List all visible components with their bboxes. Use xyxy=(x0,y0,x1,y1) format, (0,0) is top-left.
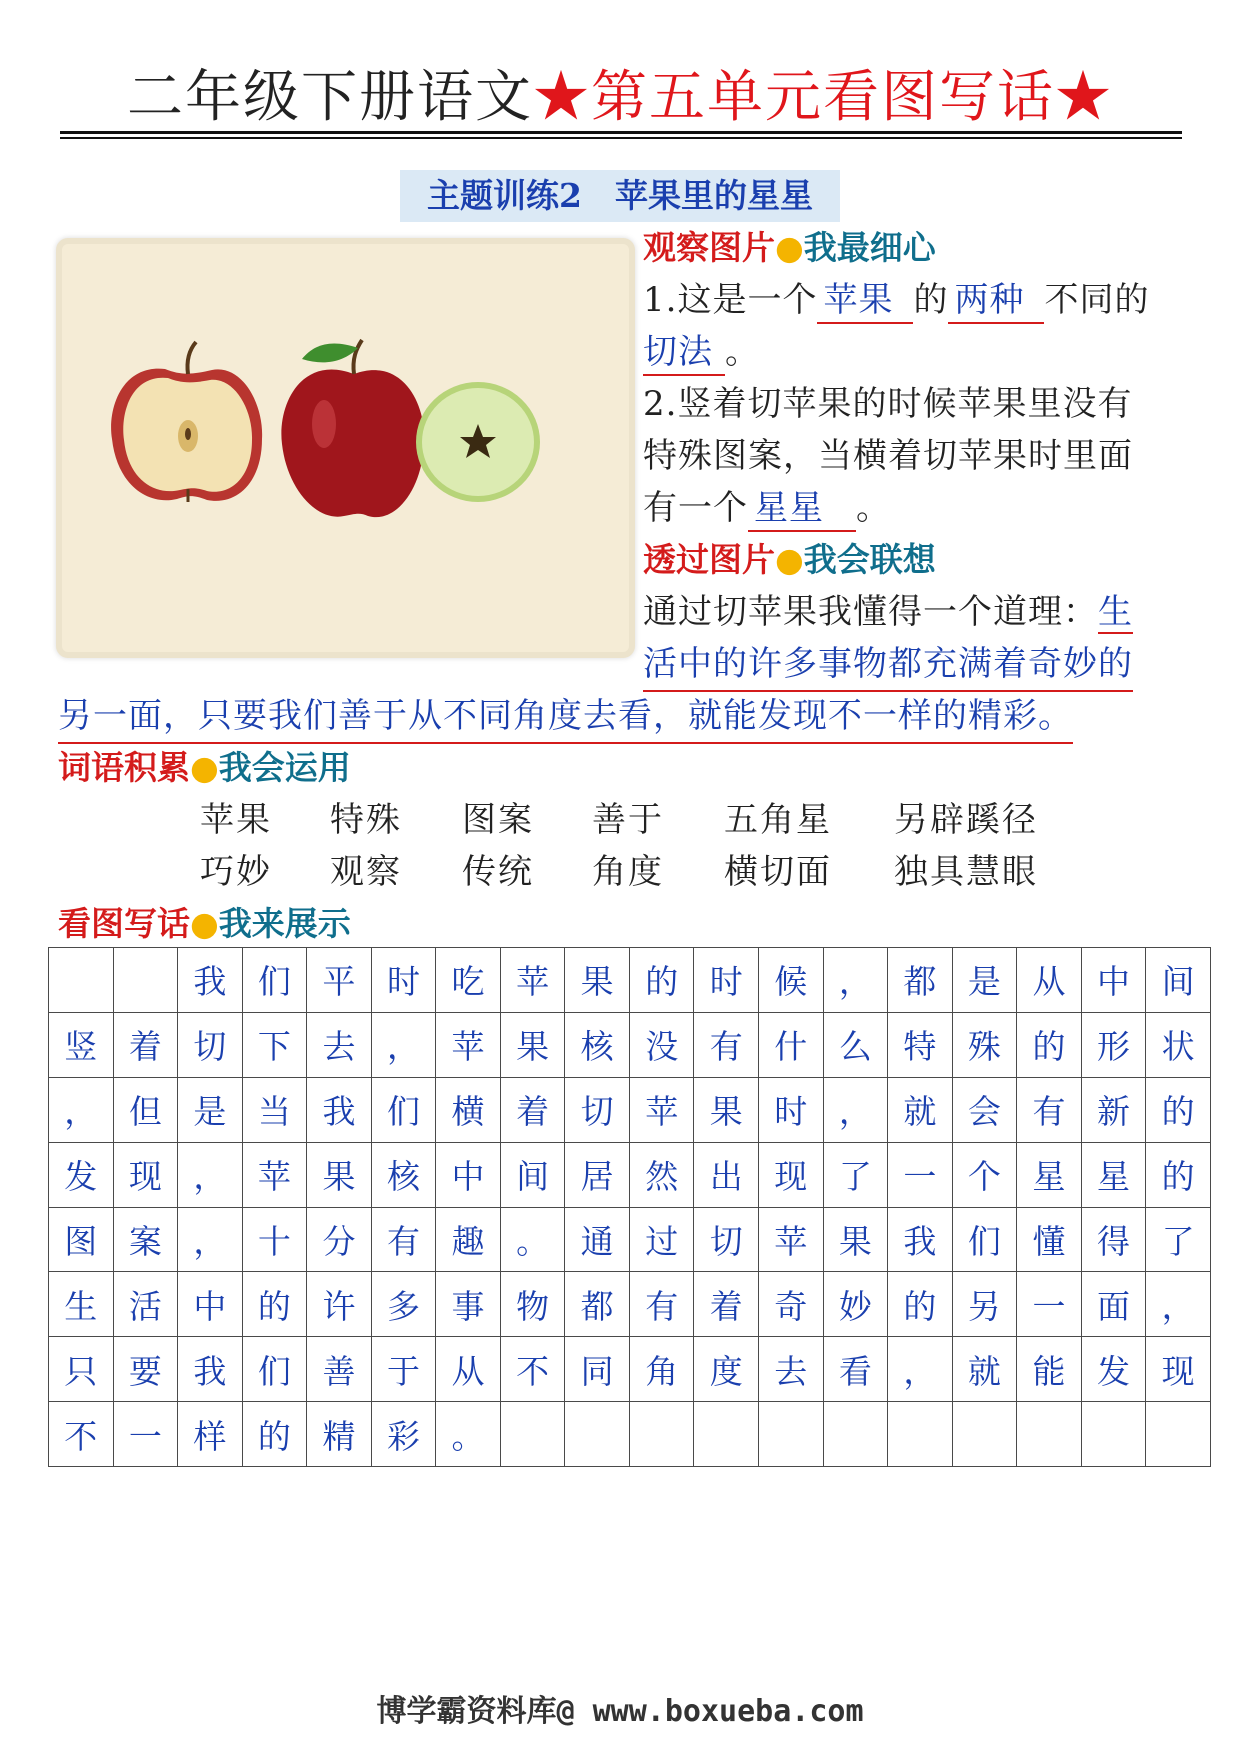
grid-cell: 们 xyxy=(952,1207,1017,1272)
vocab-word: 另辟蹊径 xyxy=(894,800,1038,840)
section-writing-heading: 看图写话●我来展示 xyxy=(58,904,351,943)
vocab-word: 横切面 xyxy=(724,852,832,892)
grid-cell: ， xyxy=(49,1077,114,1142)
grid-cell: 生 xyxy=(49,1272,114,1337)
grid-cell: ， xyxy=(178,1207,243,1272)
star-icon: ★ xyxy=(533,65,591,130)
grid-cell: 面 xyxy=(1081,1272,1146,1337)
topic-subtitle: 主题训练2 苹果里的星星 xyxy=(400,170,840,222)
grid-cell: 许 xyxy=(307,1272,372,1337)
grid-cell xyxy=(1081,1402,1146,1467)
grid-cell: 样 xyxy=(178,1402,243,1467)
reflection-answer-part2: 活中的许多事物都充满着奇妙的 xyxy=(643,638,1133,692)
grid-cell: 苹 xyxy=(242,1142,307,1207)
section-observe-heading: 观察图片●我最细心 xyxy=(643,228,936,267)
grid-cell: 果 xyxy=(307,1142,372,1207)
grid-cell xyxy=(888,1402,953,1467)
grid-cell: 去 xyxy=(759,1337,824,1402)
grid-cell: 另 xyxy=(952,1272,1017,1337)
vocab-word: 苹果 xyxy=(200,800,272,840)
grid-cell: 趣 xyxy=(436,1207,501,1272)
grid-cell xyxy=(565,1402,630,1467)
star-icon: ★ xyxy=(1055,65,1113,130)
reflection-answer-part1: 生 xyxy=(1098,592,1133,632)
grid-cell: 我 xyxy=(178,948,243,1013)
vocab-word: 图案 xyxy=(462,800,534,840)
grid-cell: 但 xyxy=(113,1077,178,1142)
grid-row xyxy=(49,1272,1211,1337)
grid-cell: 中 xyxy=(178,1272,243,1337)
grid-cell: ， xyxy=(371,1012,436,1077)
grid-cell: 苹 xyxy=(436,1012,501,1077)
grid-cell: 核 xyxy=(371,1142,436,1207)
vocab-word: 独具慧眼 xyxy=(894,852,1038,892)
grid-cell: 要 xyxy=(113,1337,178,1402)
answer-blank-2: 两种 xyxy=(948,278,1044,324)
vocab-word: 巧妙 xyxy=(200,852,272,892)
grid-cell: 苹 xyxy=(500,948,565,1013)
answer-blank-1: 苹果 xyxy=(817,278,913,324)
grid-cell: 只 xyxy=(49,1337,114,1402)
grid-cell: 着 xyxy=(500,1077,565,1142)
grid-cell: 不 xyxy=(500,1337,565,1402)
grid-cell: 果 xyxy=(823,1207,888,1272)
question-2-line1: 2.竖着切苹果的时候苹果里没有 xyxy=(643,384,1133,424)
grid-cell: 同 xyxy=(565,1337,630,1402)
grid-cell: 都 xyxy=(888,948,953,1013)
grid-cell: 们 xyxy=(242,948,307,1013)
grid-cell: 会 xyxy=(952,1077,1017,1142)
grid-cell: 苹 xyxy=(759,1207,824,1272)
grid-cell: 的 xyxy=(1146,1142,1211,1207)
grid-cell: ， xyxy=(178,1142,243,1207)
grid-cell: 有 xyxy=(629,1272,694,1337)
grid-cell: 我 xyxy=(307,1077,372,1142)
header-rule-thick xyxy=(60,131,1182,134)
grid-cell: 星 xyxy=(1017,1142,1082,1207)
grid-cell: 们 xyxy=(371,1077,436,1142)
grid-cell: 通 xyxy=(565,1207,630,1272)
grid-cell: 个 xyxy=(952,1142,1017,1207)
grid-cell: 有 xyxy=(1017,1077,1082,1142)
grid-cell: 当 xyxy=(242,1077,307,1142)
grid-cell: 中 xyxy=(436,1142,501,1207)
grid-cell: 。 xyxy=(436,1402,501,1467)
whole-apple-icon xyxy=(281,340,424,517)
grid-cell: 时 xyxy=(371,948,436,1013)
grid-cell: 妙 xyxy=(823,1272,888,1337)
grid-cell: 去 xyxy=(307,1012,372,1077)
grid-cell: 都 xyxy=(565,1272,630,1337)
grid-cell: 多 xyxy=(371,1272,436,1337)
grid-cell: 时 xyxy=(759,1077,824,1142)
grid-cell: 有 xyxy=(371,1207,436,1272)
grid-cell: 角 xyxy=(629,1337,694,1402)
apple-picture xyxy=(56,238,635,658)
grid-cell: 懂 xyxy=(1017,1207,1082,1272)
grid-cell: 就 xyxy=(888,1077,953,1142)
header-rule-thin xyxy=(60,137,1182,139)
grid-row xyxy=(49,1207,1211,1272)
grid-cell: 们 xyxy=(242,1337,307,1402)
grid-cell: 星 xyxy=(1081,1142,1146,1207)
grid-cell: 横 xyxy=(436,1077,501,1142)
grid-cell xyxy=(629,1402,694,1467)
grid-cell: 的 xyxy=(888,1272,953,1337)
grid-cell: 平 xyxy=(307,948,372,1013)
grid-row xyxy=(49,1142,1211,1207)
grid-cell: 我 xyxy=(888,1207,953,1272)
grid-cell: 果 xyxy=(694,1077,759,1142)
grid-cell: 分 xyxy=(307,1207,372,1272)
vocab-word: 善于 xyxy=(592,800,664,840)
grid-cell: 我 xyxy=(178,1337,243,1402)
grid-cell: 能 xyxy=(1017,1337,1082,1402)
grid-cell: 活 xyxy=(113,1272,178,1337)
grid-cell: 有 xyxy=(694,1012,759,1077)
grid-cell: 于 xyxy=(371,1337,436,1402)
vocab-word: 观察 xyxy=(330,852,402,892)
grid-cell: 果 xyxy=(565,948,630,1013)
grid-cell: 间 xyxy=(1146,948,1211,1013)
grid-cell: 案 xyxy=(113,1207,178,1272)
grid-cell: 一 xyxy=(888,1142,953,1207)
grid-cell: 间 xyxy=(500,1142,565,1207)
grid-cell: 现 xyxy=(113,1142,178,1207)
grid-cell: 着 xyxy=(694,1272,759,1337)
grid-cell: ， xyxy=(823,1077,888,1142)
grid-cell: 形 xyxy=(1081,1012,1146,1077)
grid-cell: 善 xyxy=(307,1337,372,1402)
grid-cell: 是 xyxy=(178,1077,243,1142)
grid-cell xyxy=(113,948,178,1013)
writing-grid xyxy=(48,947,1211,1467)
grid-cell: 候 xyxy=(759,948,824,1013)
question-1-line2: 切法 。 xyxy=(643,326,760,378)
title-part2: 第五单元看图写话 xyxy=(591,65,1055,130)
grid-cell: 苹 xyxy=(629,1077,694,1142)
grid-cell: 下 xyxy=(242,1012,307,1077)
grid-cell: ， xyxy=(1146,1272,1211,1337)
grid-cell: 现 xyxy=(1146,1337,1211,1402)
grid-cell: 什 xyxy=(759,1012,824,1077)
grid-cell: 了 xyxy=(823,1142,888,1207)
grid-cell: 从 xyxy=(436,1337,501,1402)
grid-cell xyxy=(694,1402,759,1467)
grid-cell: 从 xyxy=(1017,948,1082,1013)
section-vocab-heading: 词语积累●我会运用 xyxy=(58,748,351,787)
grid-cell: 不 xyxy=(49,1402,114,1467)
dot-icon: ● xyxy=(190,904,219,943)
grid-cell: 新 xyxy=(1081,1077,1146,1142)
grid-cell: 彩 xyxy=(371,1402,436,1467)
answer-blank-4: 星星 xyxy=(748,486,856,532)
grid-cell: 的 xyxy=(1146,1077,1211,1142)
section-associate-heading: 透过图片●我会联想 xyxy=(643,540,936,579)
grid-cell: 了 xyxy=(1146,1207,1211,1272)
grid-cell: 发 xyxy=(49,1142,114,1207)
vocab-word: 传统 xyxy=(462,852,534,892)
grid-cell: 着 xyxy=(113,1012,178,1077)
grid-cell: 的 xyxy=(242,1272,307,1337)
grid-cell: 切 xyxy=(694,1207,759,1272)
grid-cell: 竖 xyxy=(49,1012,114,1077)
grid-cell: 出 xyxy=(694,1142,759,1207)
dot-icon: ● xyxy=(775,540,804,579)
answer-blank-3: 切法 xyxy=(643,330,725,376)
grid-cell: 没 xyxy=(629,1012,694,1077)
grid-row xyxy=(49,948,1211,1013)
grid-cell: 么 xyxy=(823,1012,888,1077)
grid-cell: 精 xyxy=(307,1402,372,1467)
grid-cell: 中 xyxy=(1081,948,1146,1013)
apple-vertical-half-icon xyxy=(111,342,262,502)
grid-cell: 一 xyxy=(1017,1272,1082,1337)
grid-cell xyxy=(759,1402,824,1467)
grid-cell: 特 xyxy=(888,1012,953,1077)
grid-cell: 看 xyxy=(823,1337,888,1402)
grid-cell: 的 xyxy=(1017,1012,1082,1077)
grid-cell: 十 xyxy=(242,1207,307,1272)
grid-cell: ， xyxy=(823,948,888,1013)
dot-icon: ● xyxy=(775,228,804,267)
vocab-word: 五角星 xyxy=(724,800,832,840)
apple-horizontal-slice-icon xyxy=(416,382,540,502)
grid-cell: 状 xyxy=(1146,1012,1211,1077)
grid-cell: 居 xyxy=(565,1142,630,1207)
grid-cell: 发 xyxy=(1081,1337,1146,1402)
apples-illustration xyxy=(62,244,629,652)
grid-cell: 。 xyxy=(500,1207,565,1272)
grid-row xyxy=(49,1337,1211,1402)
grid-row xyxy=(49,1012,1211,1077)
question-2-line2: 特殊图案，当横着切苹果时里面 xyxy=(643,436,1133,476)
grid-cell: 图 xyxy=(49,1207,114,1272)
grid-cell xyxy=(952,1402,1017,1467)
vocab-word: 角度 xyxy=(592,852,664,892)
grid-cell xyxy=(823,1402,888,1467)
grid-cell xyxy=(49,948,114,1013)
grid-cell: 度 xyxy=(694,1337,759,1402)
reflection-prompt: 通过切苹果我懂得一个道理：生 xyxy=(643,592,1133,632)
dot-icon: ● xyxy=(190,748,219,787)
grid-cell: 物 xyxy=(500,1272,565,1337)
grid-cell xyxy=(1146,1402,1211,1467)
grid-cell: 得 xyxy=(1081,1207,1146,1272)
grid-cell xyxy=(1017,1402,1082,1467)
grid-cell: 切 xyxy=(178,1012,243,1077)
grid-row xyxy=(49,1077,1211,1142)
grid-cell: 殊 xyxy=(952,1012,1017,1077)
grid-cell: 时 xyxy=(694,948,759,1013)
grid-cell xyxy=(500,1402,565,1467)
grid-cell: 奇 xyxy=(759,1272,824,1337)
grid-cell: 是 xyxy=(952,948,1017,1013)
page-title xyxy=(0,62,1240,134)
title-part1: 二年级下册语文 xyxy=(127,65,533,130)
footer-watermark: 博学霸资料库@ www.boxueba.com xyxy=(376,1694,864,1729)
grid-cell: 就 xyxy=(952,1337,1017,1402)
question-2-line3: 有一个 星星 。 xyxy=(643,482,891,534)
question-1-line1: 1.这是一个 苹果 的 两种 不同的 xyxy=(643,274,1149,326)
grid-cell: 事 xyxy=(436,1272,501,1337)
grid-row xyxy=(49,1402,1211,1467)
grid-cell: 核 xyxy=(565,1012,630,1077)
grid-cell: 一 xyxy=(113,1402,178,1467)
reflection-answer-part3: 另一面，只要我们善于从不同角度去看，就能发现不一样的精彩。 xyxy=(58,690,1073,744)
grid-cell: 过 xyxy=(629,1207,694,1272)
grid-cell: 然 xyxy=(629,1142,694,1207)
grid-cell: 现 xyxy=(759,1142,824,1207)
grid-cell: 果 xyxy=(500,1012,565,1077)
vocab-word: 特殊 xyxy=(330,800,402,840)
grid-cell: 的 xyxy=(629,948,694,1013)
grid-cell: 切 xyxy=(565,1077,630,1142)
grid-cell: ， xyxy=(888,1337,953,1402)
grid-cell: 吃 xyxy=(436,948,501,1013)
grid-cell: 的 xyxy=(242,1402,307,1467)
